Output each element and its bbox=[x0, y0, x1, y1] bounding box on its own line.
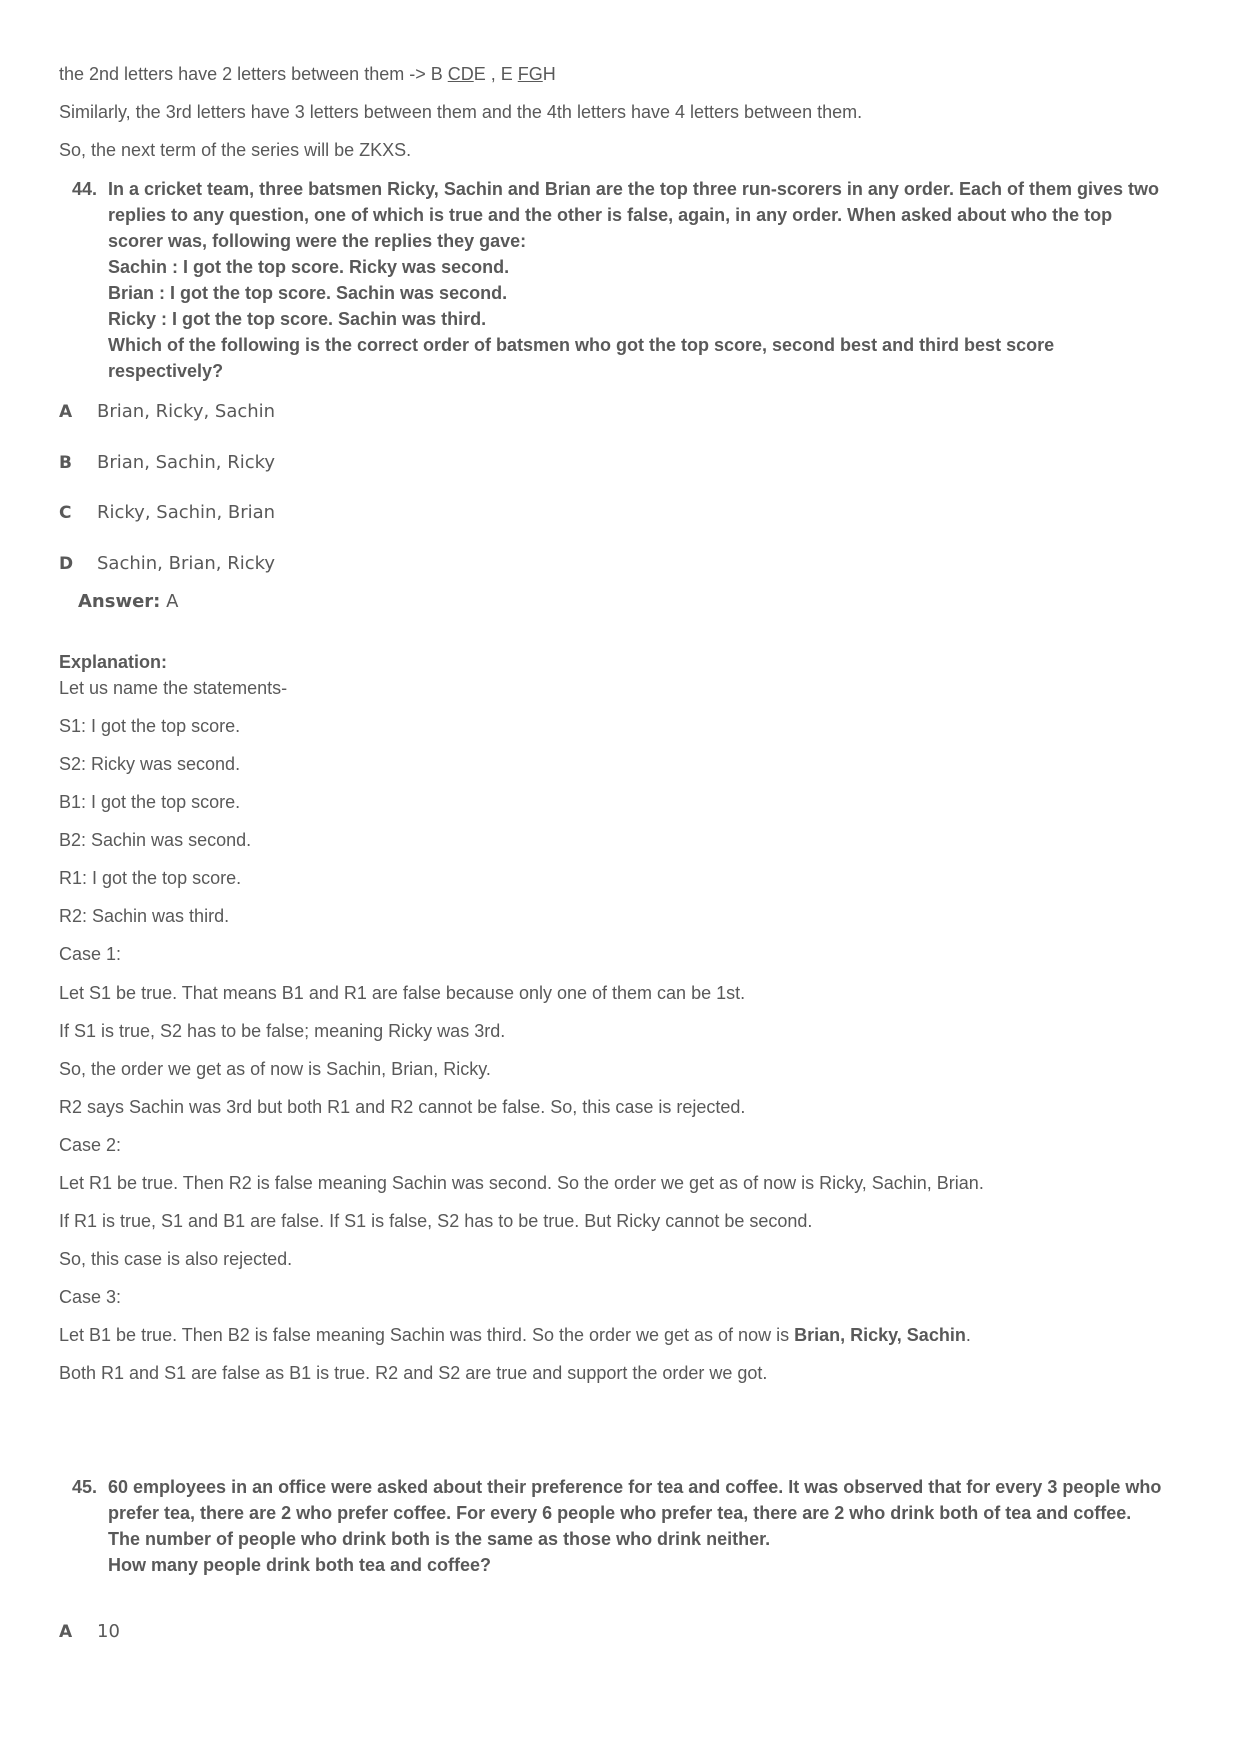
answer bbox=[78, 590, 178, 614]
underlined-letters: FG bbox=[517, 64, 543, 84]
option-text: Sachin, Brian, Ricky bbox=[97, 553, 276, 574]
explanation-line: So, this case is also rejected. bbox=[59, 1249, 293, 1269]
question-45-text bbox=[108, 1474, 1168, 1578]
intro-line-3: So, the next term of the series will be ZKXS. bbox=[59, 140, 412, 160]
explanation-text: Let B1 be true. Then B2 is false meaning Sachin was third. So the order we get as of now is bbox=[59, 1325, 795, 1345]
option-c bbox=[59, 501, 275, 525]
explanation-line: R2 says Sachin was 3rd but both R1 and R2 cannot be false. So, this case is rejected. bbox=[59, 1097, 746, 1117]
option-letter: B bbox=[59, 453, 72, 473]
explanation-line: R1: I got the top score. bbox=[59, 868, 242, 888]
option-letter: D bbox=[59, 554, 74, 574]
question-line: 60 employees in an office were asked about their preference for tea and coffee. It was observed that for every 3 people who prefer tea, there are 2 who prefer coffee. For every 6 people who prefer tea, there are 2 who drink both of tea and coffee. The number of people who drink both is the same as those who drink neither. bbox=[108, 1477, 1162, 1549]
intro-text: H bbox=[542, 64, 556, 84]
intro-text: E , E bbox=[473, 64, 518, 84]
option-text: Brian, Sachin, Ricky bbox=[97, 452, 276, 473]
explanation-line: If R1 is true, S1 and B1 are false. If S1 is false, S2 has to be true. But Ricky cannot be second. bbox=[59, 1211, 813, 1231]
option-text: Ricky, Sachin, Brian bbox=[97, 502, 276, 523]
explanation-title: Explanation: bbox=[59, 652, 168, 672]
question-number: 44. bbox=[72, 179, 98, 199]
explanation-line: S2: Ricky was second. bbox=[59, 754, 241, 774]
explanation-line: If S1 is true, S2 has to be false; meaning Ricky was 3rd. bbox=[59, 1021, 506, 1041]
explanation-line: Let S1 be true. That means B1 and R1 are false because only one of them can be 1st. bbox=[59, 983, 746, 1003]
intro-text: the 2nd letters have 2 letters between them -> B bbox=[59, 64, 448, 84]
explanation-line: Let R1 be true. Then R2 is false meaning Sachin was second. So the order we get as of now is Ricky, Sachin, Brian. bbox=[59, 1173, 984, 1193]
explanation-line: Both R1 and S1 are false as B1 is true. R2 and S2 are true and support the order we got. bbox=[59, 1363, 768, 1383]
question-line: How many people drink both tea and coffee? bbox=[108, 1555, 492, 1575]
underlined-letters: CD bbox=[447, 64, 474, 84]
option-a bbox=[59, 1620, 120, 1644]
explanation-text: . bbox=[965, 1325, 971, 1345]
option-letter: C bbox=[59, 503, 72, 523]
explanation-line: S1: I got the top score. bbox=[59, 716, 241, 736]
option-a bbox=[59, 400, 275, 424]
explanation-bold-order: Brian, Ricky, Sachin bbox=[794, 1325, 966, 1345]
explanation-line: Let us name the statements- bbox=[59, 678, 288, 698]
option-d bbox=[59, 552, 275, 576]
explanation-line: So, the order we get as of now is Sachin, Brian, Ricky. bbox=[59, 1059, 491, 1079]
question-line: In a cricket team, three batsmen Ricky, Sachin and Brian are the top three run-scorers in any order. Each of them gives two replies to any question, one of which is true and the other is false, again, in any order. When asked about who the top scorer was, following were the replies they gave: bbox=[108, 179, 1159, 251]
option-text: 10 bbox=[97, 1621, 120, 1642]
question-line: Which of the following is the correct order of batsmen who got the top score, second best and third best score respectively? bbox=[108, 335, 1055, 381]
question-line: Brian : I got the top score. Sachin was second. bbox=[108, 283, 508, 303]
explanation-line: B2: Sachin was second. bbox=[59, 830, 252, 850]
explanation-line: B1: I got the top score. bbox=[59, 792, 241, 812]
explanation-line: Case 2: bbox=[59, 1135, 122, 1155]
question-line: Ricky : I got the top score. Sachin was third. bbox=[108, 309, 487, 329]
question-line: Sachin : I got the top score. Ricky was second. bbox=[108, 257, 510, 277]
explanation-line: Case 3: bbox=[59, 1287, 122, 1307]
option-text: Brian, Ricky, Sachin bbox=[97, 401, 276, 422]
explanation-line: Case 1: bbox=[59, 944, 122, 964]
intro-line-2: Similarly, the 3rd letters have 3 letters between them and the 4th letters have 4 letters between them. bbox=[59, 102, 863, 122]
question-44-text bbox=[108, 176, 1168, 384]
answer-value: A bbox=[166, 591, 179, 612]
option-letter: A bbox=[59, 1622, 73, 1642]
explanation-line: R2: Sachin was third. bbox=[59, 906, 230, 926]
intro-line-1 bbox=[59, 63, 556, 85]
answer-label: Answer: bbox=[78, 591, 161, 612]
question-number: 45. bbox=[72, 1477, 98, 1497]
option-letter: A bbox=[59, 402, 73, 422]
explanation-line-case3 bbox=[59, 1324, 971, 1346]
option-b bbox=[59, 451, 275, 475]
